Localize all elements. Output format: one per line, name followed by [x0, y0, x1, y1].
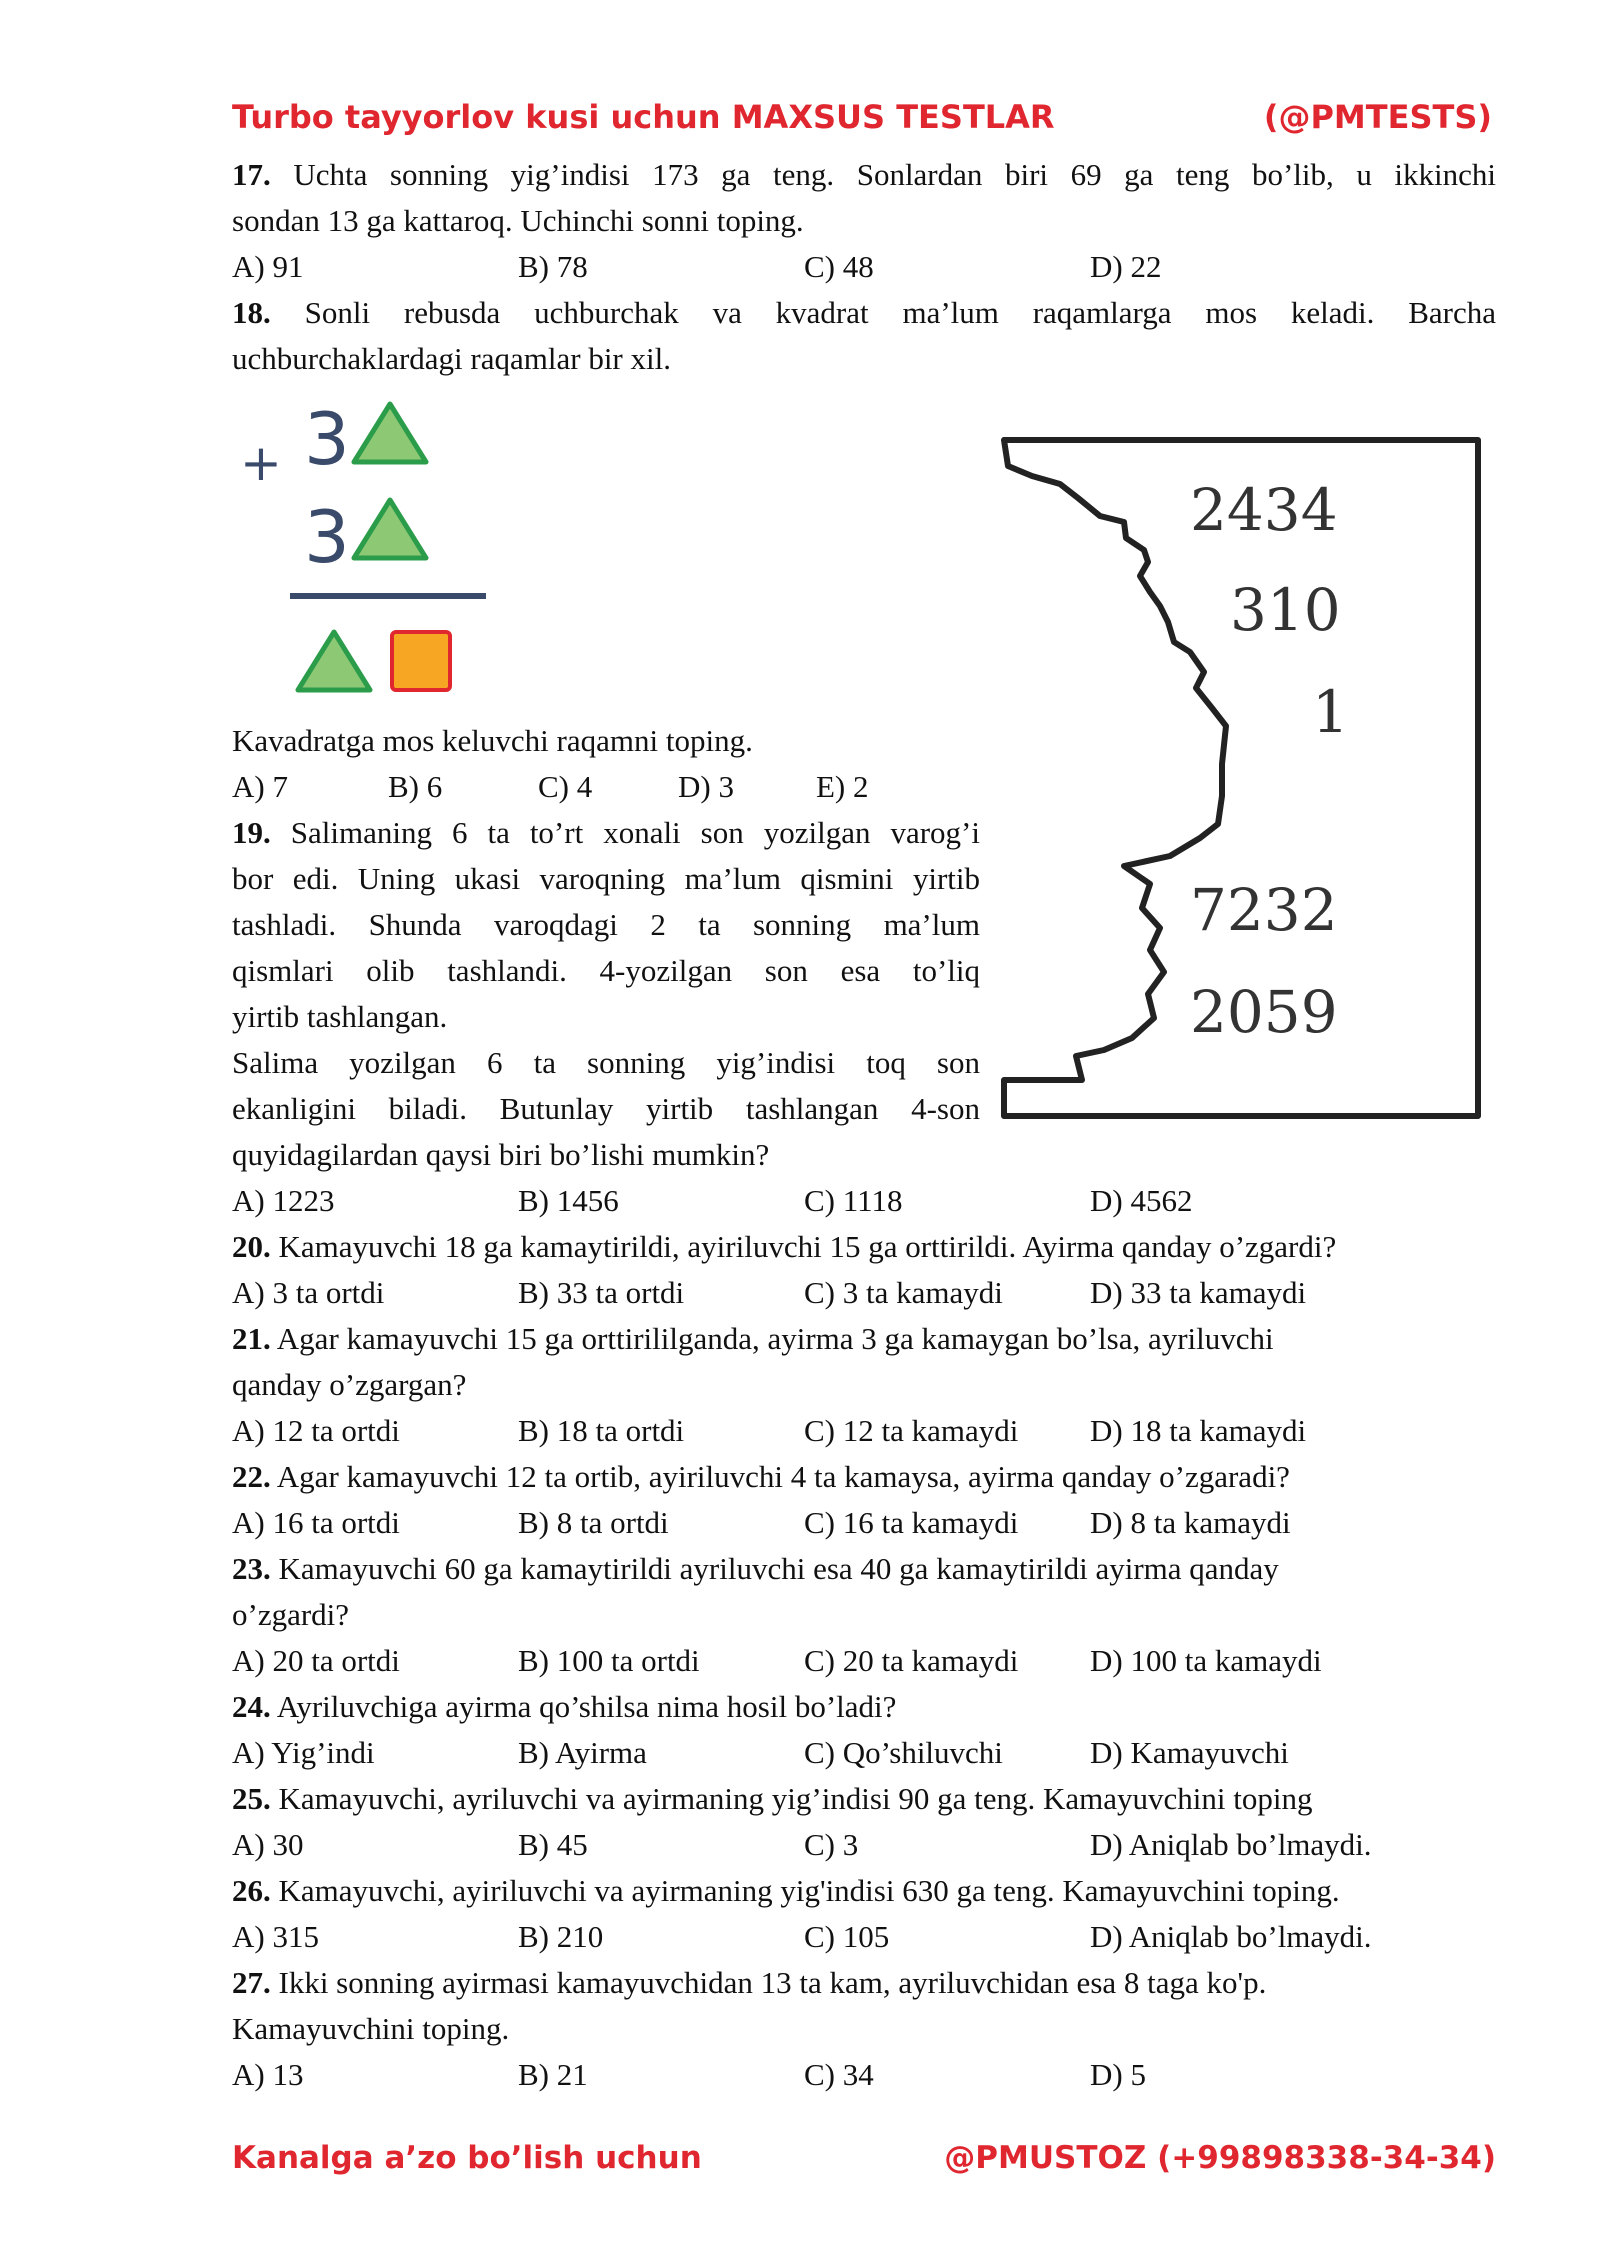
footer-contact[interactable]: @PMUSTOZ (+99898338-34-34)	[944, 2140, 1496, 2176]
torn-paper-figure	[1000, 426, 1490, 1138]
paper-number-5: 2059	[1190, 978, 1338, 1046]
rebus-plus-sign: +	[240, 434, 282, 492]
q20-option-c[interactable]: C) 3 ta kamaydi	[804, 1275, 1003, 1310]
q20-option-a[interactable]: A) 3 ta ortdi	[232, 1275, 385, 1310]
rebus-triangle-2	[354, 500, 426, 558]
q25-option-b[interactable]: B) 45	[518, 1827, 588, 1862]
q19-line-3: tashladi. Shunda varoqdagi 2 ta sonning ma’lum	[232, 907, 980, 942]
q24-option-c[interactable]: C) Qo’shiluvchi	[804, 1735, 1003, 1770]
q20-option-b[interactable]: B) 33 ta ortdi	[518, 1275, 685, 1310]
q18-after: Kavadratga mos keluvchi raqamni toping.	[232, 723, 753, 758]
paper-number-3: 1	[1312, 678, 1349, 746]
q20-line-1: 20. Kamayuvchi 18 ga kamaytirildi, ayiriluvchi 15 ga orttirildi. Ayirma qanday o’zgardi?	[232, 1229, 1337, 1264]
q21-line-1: 21. Agar kamayuvchi 15 ga orttirililganda, ayirma 3 ga kamaygan bo’lsa, ayriluvchi	[232, 1321, 1274, 1356]
q25-options	[232, 1822, 1496, 1868]
q18-option-e[interactable]: E) 2	[816, 769, 869, 804]
q19-line-4: qismlari olib tashlandi. 4-yozilgan son esa to’liq	[232, 953, 980, 988]
q17-option-c[interactable]: C) 48	[804, 249, 874, 284]
q23-option-b[interactable]: B) 100 ta ortdi	[518, 1643, 700, 1678]
q22-line-1: 22. Agar kamayuvchi 12 ta ortib, ayiriluvchi 4 ta kamaysa, ayirma qanday o’zgaradi?	[232, 1459, 1290, 1494]
q25-number: 25.	[232, 1781, 271, 1816]
q17-option-b[interactable]: B) 78	[518, 249, 588, 284]
rebus-triangle-1	[354, 404, 426, 462]
q21-option-a[interactable]: A) 12 ta ortdi	[232, 1413, 400, 1448]
q23-number: 23.	[232, 1551, 271, 1586]
q19-option-a[interactable]: A) 1223	[232, 1183, 335, 1218]
q25-line-1: 25. Kamayuvchi, ayriluvchi va ayirmaning yig’indisi 90 ga teng. Kamayuvchini toping	[232, 1781, 1313, 1816]
q22-options	[232, 1500, 1496, 1546]
q20-option-d[interactable]: D) 33 ta kamaydi	[1090, 1275, 1307, 1310]
q26-number: 26.	[232, 1873, 271, 1908]
q23-option-c[interactable]: C) 20 ta kamaydi	[804, 1643, 1019, 1678]
q18-line-1: 18. Sonli rebusda uchburchak va kvadrat ma’lum raqamlarga mos keladi. Barcha	[232, 295, 1497, 330]
q24-option-d[interactable]: D) Kamayuvchi	[1090, 1735, 1289, 1770]
q27-option-a[interactable]: A) 13	[232, 2057, 304, 2092]
q24-options	[232, 1730, 1496, 1776]
q23-option-a[interactable]: A) 20 ta ortdi	[232, 1643, 400, 1678]
q20-number: 20.	[232, 1229, 271, 1264]
q26-option-b[interactable]: B) 210	[518, 1919, 604, 1954]
page-header	[232, 98, 1496, 136]
page-footer	[232, 2140, 1496, 2176]
q26-option-c[interactable]: C) 105	[804, 1919, 890, 1954]
q19-option-b[interactable]: B) 1456	[518, 1183, 619, 1218]
q19-line-7: ekanligini biladi. Butunlay yirtib tashlangan 4-son	[232, 1091, 980, 1126]
q19-option-c[interactable]: C) 1118	[804, 1183, 903, 1218]
q22-option-c[interactable]: C) 16 ta kamaydi	[804, 1505, 1019, 1540]
rebus-digit-1: 3	[304, 397, 350, 481]
q18-option-c[interactable]: C) 4	[538, 769, 593, 804]
q24-option-b[interactable]: B) Ayirma	[518, 1735, 647, 1770]
q27-number: 27.	[232, 1965, 271, 2000]
q18-number: 18.	[232, 295, 271, 330]
q27-option-d[interactable]: D) 5	[1090, 2057, 1146, 2092]
q26-options	[232, 1914, 1496, 1960]
q22-option-d[interactable]: D) 8 ta kamaydi	[1090, 1505, 1291, 1540]
q23-options	[232, 1638, 1496, 1684]
q19-line-1: 19. Salimaning 6 ta to’rt xonali son yozilgan varog’i	[232, 815, 980, 850]
rebus-triangle-3	[298, 632, 370, 690]
q19-option-d[interactable]: D) 4562	[1090, 1183, 1193, 1218]
q21-number: 21.	[232, 1321, 271, 1356]
q21-option-d[interactable]: D) 18 ta kamaydi	[1090, 1413, 1307, 1448]
q26-option-a[interactable]: A) 315	[232, 1919, 319, 1954]
q23-option-d[interactable]: D) 100 ta kamaydi	[1090, 1643, 1322, 1678]
q19-number: 19.	[232, 815, 271, 850]
q17-line-1: 17. Uchta sonning yig’indisi 173 ga teng. Sonlardan biri 69 ga teng bo’lib, u ikkinchi	[232, 157, 1497, 192]
q19-line-8: quyidagilardan qaysi biri bo’lishi mumkin?	[232, 1137, 770, 1172]
q20-options	[232, 1270, 1496, 1316]
q19-line-2: bor edi. Uning ukasi varoqning ma’lum qismini yirtib	[232, 861, 980, 896]
paper-number-4: 7232	[1190, 876, 1338, 944]
q18-line-2: uchburchaklardagi raqamlar bir xil.	[232, 341, 671, 376]
q21-options	[232, 1408, 1496, 1454]
q17-option-a[interactable]: A) 91	[232, 249, 304, 284]
q23-line-2: o’zgardi?	[232, 1597, 350, 1632]
q21-option-b[interactable]: B) 18 ta ortdi	[518, 1413, 685, 1448]
q27-option-b[interactable]: B) 21	[518, 2057, 588, 2092]
rebus-digit-2: 3	[304, 495, 350, 579]
q24-option-a[interactable]: A) Yig’indi	[232, 1735, 375, 1770]
paper-number-2: 310	[1230, 576, 1341, 644]
q24-line-1: 24. Ayriluvchiga ayirma qo’shilsa nima hosil bo’ladi?	[232, 1689, 897, 1724]
q19-line-6: Salima yozilgan 6 ta sonning yig’indisi toq son	[232, 1045, 980, 1080]
q21-line-2: qanday o’zgargan?	[232, 1367, 467, 1402]
rebus-figure	[240, 392, 500, 722]
q17-options	[232, 244, 1496, 290]
q27-option-c[interactable]: C) 34	[804, 2057, 874, 2092]
q26-option-d[interactable]: D) Aniqlab bo’lmaydi.	[1090, 1919, 1372, 1954]
q17-option-d[interactable]: D) 22	[1090, 249, 1162, 284]
q18-option-d[interactable]: D) 3	[678, 769, 734, 804]
q26-line-1: 26. Kamayuvchi, ayiriluvchi va ayirmaning yig'indisi 630 ga teng. Kamayuvchini toping.	[232, 1873, 1340, 1908]
q27-options	[232, 2052, 1496, 2098]
q22-option-b[interactable]: B) 8 ta ortdi	[518, 1505, 669, 1540]
paper-number-1: 2434	[1190, 476, 1338, 544]
q22-number: 22.	[232, 1459, 271, 1494]
q27-line-2: Kamayuvchini toping.	[232, 2011, 510, 2046]
q17-line-2: sondan 13 ga kattaroq. Uchinchi sonni toping.	[232, 203, 804, 238]
q22-option-a[interactable]: A) 16 ta ortdi	[232, 1505, 400, 1540]
q21-option-c[interactable]: C) 12 ta kamaydi	[804, 1413, 1019, 1448]
header-title: Turbo tayyorlov kusi uchun MAXSUS TESTLAR	[232, 98, 1055, 136]
header-channel: (@PMTESTS)	[1263, 98, 1492, 136]
q18-option-b[interactable]: B) 6	[388, 769, 443, 804]
q17-number: 17.	[232, 157, 271, 192]
q18-option-a[interactable]: A) 7	[232, 769, 288, 804]
q25-option-a[interactable]: A) 30	[232, 1827, 304, 1862]
q24-number: 24.	[232, 1689, 271, 1724]
footer-left: Kanalga a’zo bo’lish uchun	[232, 2140, 702, 2176]
q19-options	[232, 1178, 1496, 1224]
q27-line-1: 27. Ikki sonning ayirmasi kamayuvchidan 13 ta kam, ayriluvchidan esa 8 taga ko'p.	[232, 1965, 1267, 2000]
q23-line-1: 23. Kamayuvchi 60 ga kamaytirildi ayriluvchi esa 40 ga kamaytirildi ayirma qanday	[232, 1551, 1279, 1586]
rebus-square	[392, 632, 450, 690]
q19-line-5: yirtib tashlangan.	[232, 999, 448, 1034]
q25-option-d[interactable]: D) Aniqlab bo’lmaydi.	[1090, 1827, 1372, 1862]
q25-option-c[interactable]: C) 3	[804, 1827, 859, 1862]
